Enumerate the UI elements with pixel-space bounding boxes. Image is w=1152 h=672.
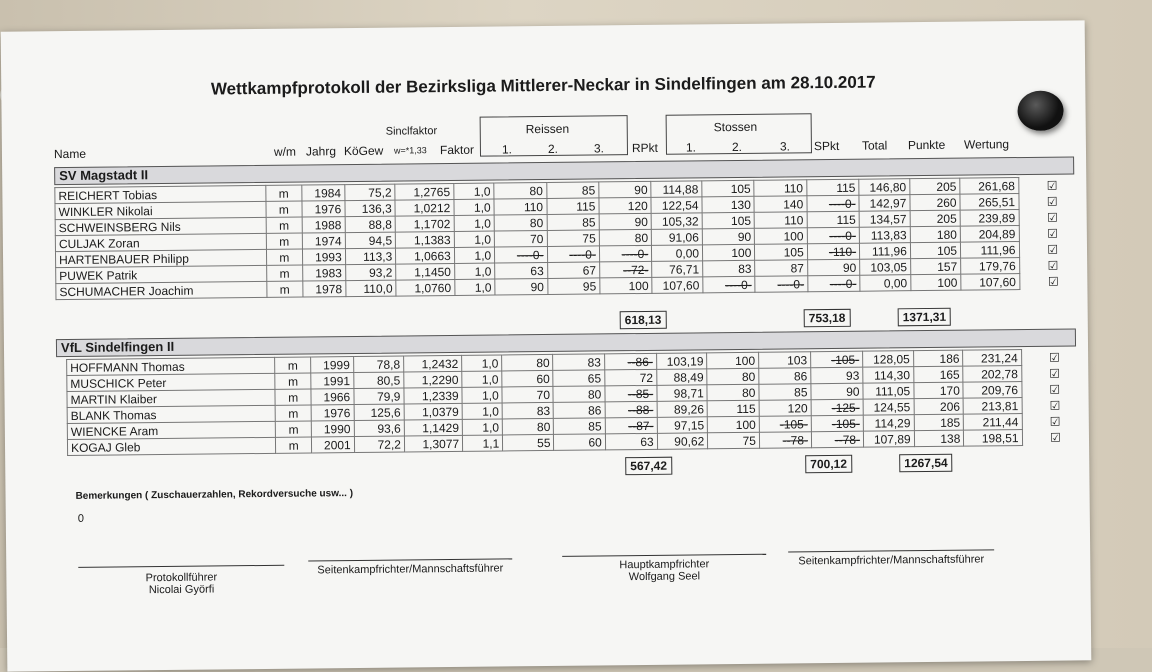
cell-r3: 90 — [599, 181, 652, 198]
cell-punkte: 211,44 — [964, 414, 1022, 431]
remarks-label: Bemerkungen ( Zuschauerzahlen, Rekordversuche usw... ) — [75, 488, 354, 502]
cell-s3: --78- — [811, 431, 863, 448]
cell-s2: ----0- — [755, 276, 808, 293]
cell-total: 186 — [913, 350, 963, 367]
cell-r1: 80 — [494, 214, 547, 231]
cell-rpkt: 114,88 — [651, 181, 702, 198]
cell-rpkt: 89,26 — [657, 401, 708, 418]
cell-jahrg: 1990 — [311, 421, 354, 437]
cell-rpkt: 105,32 — [651, 213, 702, 230]
cell-wm: m — [266, 249, 303, 265]
col-stossen: Stossen — [713, 119, 758, 135]
cell-s2: 87 — [755, 260, 808, 277]
col-jahrg: Jahrg — [305, 144, 337, 159]
col-name: Name — [53, 146, 87, 162]
cell-s3: 90 — [811, 383, 863, 400]
cell-name: CULJAK Zoran — [55, 233, 266, 251]
cell-s3: 90 — [807, 259, 860, 276]
signature-line — [788, 549, 994, 552]
cell-rpkt: 91,06 — [652, 229, 703, 246]
cell-sinc: 1,1450 — [396, 263, 455, 280]
col-s2: 2. — [731, 139, 743, 155]
cell-kogew: 88,8 — [345, 216, 396, 233]
col-rpkt: RPkt — [631, 140, 659, 156]
cell-r1: 63 — [495, 262, 548, 279]
team-sum-rpkt: 567,42 — [625, 457, 672, 475]
team-table — [66, 348, 1089, 456]
cell-s2: 103 — [758, 352, 810, 369]
cell-faktor: 1,0 — [454, 231, 495, 247]
cell-kogew: 75,2 — [344, 184, 395, 201]
cell-r2: ----0- — [547, 246, 600, 263]
cell-sinc: 1,2290 — [404, 371, 462, 388]
remarks-value: 0 — [77, 512, 84, 525]
cell-punkte: 204,89 — [960, 226, 1019, 243]
cell-check[interactable]: ☑ — [1046, 194, 1058, 209]
cell-s1: ----0- — [703, 276, 756, 293]
cell-kogew: 80,5 — [353, 372, 403, 389]
cell-total: 157 — [910, 258, 960, 275]
cell-total: 206 — [914, 398, 964, 415]
cell-total: 165 — [913, 366, 963, 383]
cell-s3: ----0- — [807, 275, 860, 292]
cell-r3: 120 — [599, 197, 652, 214]
cell-rpkt: 97,15 — [657, 417, 708, 434]
cell-r1: 80 — [502, 418, 553, 435]
cell-faktor: 1,1 — [463, 435, 503, 451]
signature-block — [562, 558, 766, 584]
cell-s1: 115 — [707, 400, 759, 417]
cell-spkt: 114,30 — [863, 367, 914, 384]
cell-jahrg: 1983 — [303, 265, 346, 281]
cell-total: 185 — [914, 414, 964, 431]
cell-punkte: 265,51 — [960, 194, 1019, 211]
col-r2: 2. — [547, 141, 559, 156]
col-kogew: KöGew — [343, 143, 384, 159]
cell-total: 205 — [910, 178, 960, 195]
cell-name: HOFFMANN Thomas — [67, 357, 275, 375]
cell-faktor: 1,0 — [454, 199, 495, 215]
cell-s1: 100 — [707, 352, 759, 369]
cell-wm: m — [265, 185, 302, 201]
cell-check[interactable]: ☑ — [1047, 242, 1059, 257]
cell-name: MARTIN Klaiber — [67, 389, 275, 407]
cell-faktor: 1,0 — [462, 371, 502, 387]
cell-r3: --85- — [605, 385, 657, 402]
cell-spkt: 146,80 — [859, 179, 910, 196]
cell-spkt: 103,05 — [860, 259, 911, 276]
col-reissen: Reissen — [525, 121, 570, 137]
cell-name: WINKLER Nikolai — [55, 201, 266, 219]
cell-sinc: 1,2339 — [404, 387, 462, 404]
cell-s3: -105- — [811, 415, 863, 432]
cell-r2: 115 — [546, 198, 599, 215]
cell-sinc: 1,1429 — [404, 419, 462, 436]
cell-s1: 90 — [702, 228, 755, 245]
cell-r3: 100 — [600, 277, 653, 294]
cell-sinc: 1,1383 — [396, 231, 455, 248]
cell-spkt: 111,05 — [863, 383, 914, 400]
cell-jahrg: 1984 — [302, 185, 345, 201]
cell-kogew: 72,2 — [354, 436, 404, 453]
cell-r2: 83 — [553, 354, 604, 371]
signature-name: Nicolai Györfi — [148, 583, 215, 597]
cell-spkt: 142,97 — [859, 195, 910, 212]
cell-r2: 85 — [554, 418, 605, 435]
signature-block — [78, 571, 284, 597]
cell-check[interactable]: ☑ — [1047, 226, 1059, 241]
cell-r1: 55 — [503, 434, 554, 451]
cell-check[interactable]: ☑ — [1049, 382, 1061, 397]
cell-name: PUWEK Patrik — [56, 265, 267, 283]
cell-r1: 83 — [502, 402, 553, 419]
cell-spkt: 0,00 — [860, 275, 911, 292]
cell-sinc: 1,0212 — [395, 199, 454, 216]
signature-line — [308, 558, 512, 561]
team-sum-spkt: 700,12 — [805, 455, 852, 473]
cell-s2: 85 — [759, 384, 811, 401]
cell-s3: 115 — [806, 179, 859, 196]
cell-s3: -105- — [811, 351, 863, 368]
cell-kogew: 93,6 — [354, 420, 404, 437]
cell-s2: 100 — [755, 228, 808, 245]
cell-name: MUSCHICK Peter — [67, 373, 275, 391]
cell-name: REICHERT Tobias — [55, 185, 266, 203]
cell-jahrg: 1991 — [311, 373, 354, 389]
cell-rpkt: 122,54 — [651, 197, 702, 214]
cell-check[interactable]: ☑ — [1050, 430, 1061, 445]
cell-r2: 75 — [547, 230, 600, 247]
cell-check[interactable]: ☑ — [1046, 210, 1058, 225]
cell-r1: 60 — [502, 370, 553, 387]
cell-sinc: 1,0760 — [396, 279, 455, 296]
cell-r1: ----0- — [495, 246, 548, 263]
col-wm: w/m — [273, 144, 297, 159]
cell-spkt: 124,55 — [863, 399, 914, 416]
cell-s1: 100 — [708, 416, 760, 433]
cell-total: 180 — [910, 226, 960, 243]
cell-faktor: 1,0 — [454, 215, 495, 231]
cell-r2: 67 — [547, 262, 600, 279]
cell-spkt: 111,96 — [860, 243, 911, 260]
signature-role: Seitenkampfrichter/Mannschaftsführer — [317, 562, 504, 577]
cell-s1: 100 — [702, 244, 755, 261]
cell-jahrg: 1988 — [302, 217, 345, 233]
cell-kogew: 79,9 — [354, 388, 404, 405]
cell-name: WIENCKE Aram — [67, 421, 275, 439]
cell-punkte: 239,89 — [960, 210, 1019, 227]
signature-role: Protokollführer — [145, 571, 218, 585]
cell-kogew: 78,8 — [353, 356, 403, 373]
cell-s2: 110 — [754, 180, 807, 197]
cell-r2: 60 — [554, 434, 605, 451]
cell-r2: 95 — [547, 278, 600, 295]
cell-faktor: 1,0 — [462, 403, 502, 419]
cell-r1: 110 — [494, 198, 547, 215]
cell-faktor: 1,0 — [462, 419, 502, 435]
cell-spkt: 128,05 — [863, 351, 914, 368]
signature-block — [308, 562, 512, 576]
cell-rpkt: 76,71 — [652, 261, 703, 278]
cell-check[interactable]: ☑ — [1049, 398, 1061, 413]
col-wertung: Wertung — [963, 137, 1010, 152]
cell-kogew: 125,6 — [354, 404, 404, 421]
cell-faktor: 1,0 — [454, 183, 495, 199]
team-header: VfL Sindelfingen II — [56, 328, 1076, 357]
cell-s2: 86 — [759, 368, 811, 385]
cell-total: 205 — [910, 210, 960, 227]
cell-s2: --78- — [759, 432, 811, 449]
cell-r3: --87- — [605, 417, 657, 434]
col-wfactor: w=*1,33 — [393, 145, 427, 156]
cell-jahrg: 1966 — [311, 389, 354, 405]
cell-s2: 110 — [754, 212, 807, 229]
cell-total: 260 — [910, 194, 960, 211]
cell-s2: 140 — [754, 196, 807, 213]
cell-spkt: 107,89 — [863, 431, 914, 448]
cell-sinc: 1,0379 — [404, 403, 462, 420]
cell-r2: 85 — [547, 214, 600, 231]
cell-sinc: 1,1702 — [395, 215, 454, 232]
cell-rpkt: 0,00 — [652, 245, 703, 262]
team-sum-rpkt: 618,13 — [620, 311, 667, 329]
cell-punkte: 202,78 — [963, 366, 1021, 383]
cell-total: 105 — [910, 242, 960, 259]
cell-kogew: 93,2 — [345, 264, 396, 281]
cell-r1: 80 — [502, 354, 553, 371]
cell-name: SCHUMACHER Joachim — [56, 281, 267, 299]
cell-r2: 86 — [554, 402, 605, 419]
cell-faktor: 1,0 — [462, 355, 502, 371]
cell-r3: --88- — [605, 401, 657, 418]
cell-s2: 105 — [755, 244, 808, 261]
col-punkte: Punkte — [907, 137, 946, 153]
cell-s1: 80 — [707, 368, 759, 385]
cell-wm: m — [266, 265, 303, 281]
cell-punkte: 261,68 — [960, 178, 1019, 195]
cell-wm: m — [275, 421, 311, 437]
signature-line — [562, 554, 766, 557]
cell-sinc: 1,2765 — [395, 183, 454, 200]
cell-s3: -110- — [807, 243, 860, 260]
cell-check[interactable]: ☑ — [1048, 350, 1060, 365]
cell-sinc: 1,2432 — [404, 355, 462, 372]
cell-kogew: 136,3 — [345, 200, 396, 217]
cell-rpkt: 103,19 — [656, 353, 707, 370]
protocol-sheet — [1, 20, 1092, 671]
signature-role: Seitenkampfrichter/Mannschaftsführer — [798, 553, 985, 568]
cell-wm: m — [266, 233, 303, 249]
cell-s1: 130 — [702, 196, 755, 213]
col-s1: 1. — [685, 140, 697, 155]
team-table — [54, 176, 1087, 300]
cell-jahrg: 1978 — [303, 281, 346, 297]
cell-s1: 105 — [702, 212, 755, 229]
col-s3: 3. — [779, 139, 791, 154]
cell-jahrg: 1976 — [302, 201, 345, 217]
cell-s3: 115 — [807, 211, 860, 228]
cell-rpkt: 88,49 — [656, 369, 707, 386]
cell-spkt: 114,29 — [863, 415, 914, 432]
cell-r1: 70 — [502, 386, 553, 403]
cell-rpkt: 107,60 — [652, 277, 703, 294]
cell-kogew: 94,5 — [345, 232, 396, 249]
cell-jahrg: 2001 — [312, 437, 355, 453]
cell-s1: 105 — [702, 180, 755, 197]
team-sum-punkte: 1371,31 — [898, 308, 952, 327]
cell-wm: m — [275, 373, 311, 389]
cell-jahrg: 1974 — [302, 233, 345, 249]
cell-name: KOGAJ Gleb — [67, 437, 275, 455]
cell-punkte: 231,24 — [963, 350, 1021, 367]
cell-r3: 72 — [605, 369, 657, 386]
cell-r3: 63 — [605, 433, 657, 450]
cell-s3: ----0- — [807, 227, 860, 244]
col-total: Total — [861, 138, 888, 153]
signature-role: Hauptkampfrichter — [619, 558, 710, 572]
cell-check[interactable]: ☑ — [1049, 366, 1061, 381]
page-title: Wettkampfprotokoll der Bezirksliga Mittlerer-Neckar in Sindelfingen am 28.10.2017 — [210, 72, 876, 99]
cell-s3: ----0- — [807, 195, 860, 212]
cell-spkt: 134,57 — [859, 211, 910, 228]
col-sinclfaktor: Sinclfaktor — [385, 125, 438, 138]
cell-total: 170 — [914, 382, 964, 399]
cell-sinc: 1,3077 — [404, 435, 462, 452]
cell-jahrg: 1999 — [311, 357, 354, 373]
cell-punkte: 198,51 — [964, 430, 1022, 447]
cell-r2: 85 — [546, 182, 599, 199]
cell-s1: 83 — [703, 260, 756, 277]
signature-line — [78, 565, 284, 568]
cell-punkte: 179,76 — [961, 258, 1020, 275]
cell-check[interactable]: ☑ — [1047, 274, 1059, 289]
cell-r3: --72- — [599, 261, 652, 278]
signature-name: Wolfgang Seel — [628, 570, 701, 584]
cell-rpkt: 98,71 — [657, 385, 708, 402]
cell-punkte: 111,96 — [960, 242, 1019, 259]
push-pin — [1017, 91, 1063, 131]
col-r3: 3. — [593, 141, 605, 156]
cell-wm: m — [275, 357, 311, 373]
cell-faktor: 1,0 — [455, 279, 496, 295]
cell-check[interactable]: ☑ — [1046, 178, 1058, 193]
cell-s1: 80 — [707, 384, 759, 401]
cell-kogew: 110,0 — [345, 280, 396, 297]
cell-s3: 93 — [811, 367, 863, 384]
cell-total: 100 — [911, 274, 961, 291]
cell-punkte: 213,81 — [963, 398, 1021, 415]
cell-faktor: 1,0 — [462, 387, 502, 403]
cell-jahrg: 1993 — [302, 249, 345, 265]
cell-jahrg: 1976 — [311, 405, 354, 421]
cell-wm: m — [275, 405, 311, 421]
col-faktor: Faktor — [439, 142, 475, 158]
cell-wm: m — [276, 437, 312, 453]
cell-wm: m — [266, 201, 303, 217]
cell-name: SCHWEINSBERG Nils — [55, 217, 266, 235]
cell-punkte: 107,60 — [961, 274, 1020, 291]
cell-r3: ----0- — [599, 245, 652, 262]
team-sum-spkt: 753,18 — [804, 309, 851, 327]
cell-faktor: 1,0 — [454, 247, 495, 263]
cell-wm: m — [275, 389, 311, 405]
cell-s2: -105- — [759, 416, 811, 433]
cell-r3: --86- — [604, 353, 656, 370]
cell-s3: -125- — [811, 399, 863, 416]
team-header: SV Magstadt II — [54, 156, 1074, 185]
cell-r2: 65 — [553, 370, 604, 387]
cell-check[interactable]: ☑ — [1047, 258, 1059, 273]
cell-name: HARTENBAUER Philipp — [55, 249, 266, 267]
cell-name: BLANK Thomas — [67, 405, 275, 423]
team-sum-punkte: 1267,54 — [899, 454, 953, 473]
cell-r2: 80 — [553, 386, 604, 403]
signature-block — [788, 553, 994, 567]
cell-r3: 80 — [599, 229, 652, 246]
col-r1: 1. — [501, 142, 513, 157]
cell-s1: 75 — [708, 432, 760, 449]
cell-check[interactable]: ☑ — [1049, 414, 1061, 429]
cell-r1: 90 — [495, 278, 548, 295]
cell-wm: m — [266, 281, 303, 297]
cell-punkte: 209,76 — [963, 382, 1021, 399]
cell-total: 138 — [914, 430, 964, 447]
cell-s2: 120 — [759, 400, 811, 417]
cell-spkt: 113,83 — [859, 227, 910, 244]
cell-r1: 70 — [494, 230, 547, 247]
cell-r1: 80 — [494, 182, 547, 199]
cell-r3: 90 — [599, 213, 652, 230]
cell-wm: m — [266, 217, 303, 233]
cell-kogew: 113,3 — [345, 248, 396, 265]
cell-rpkt: 90,62 — [657, 433, 708, 450]
cell-sinc: 1,0663 — [396, 247, 455, 264]
cell-faktor: 1,0 — [454, 263, 495, 279]
col-spkt: SPkt — [813, 138, 840, 154]
